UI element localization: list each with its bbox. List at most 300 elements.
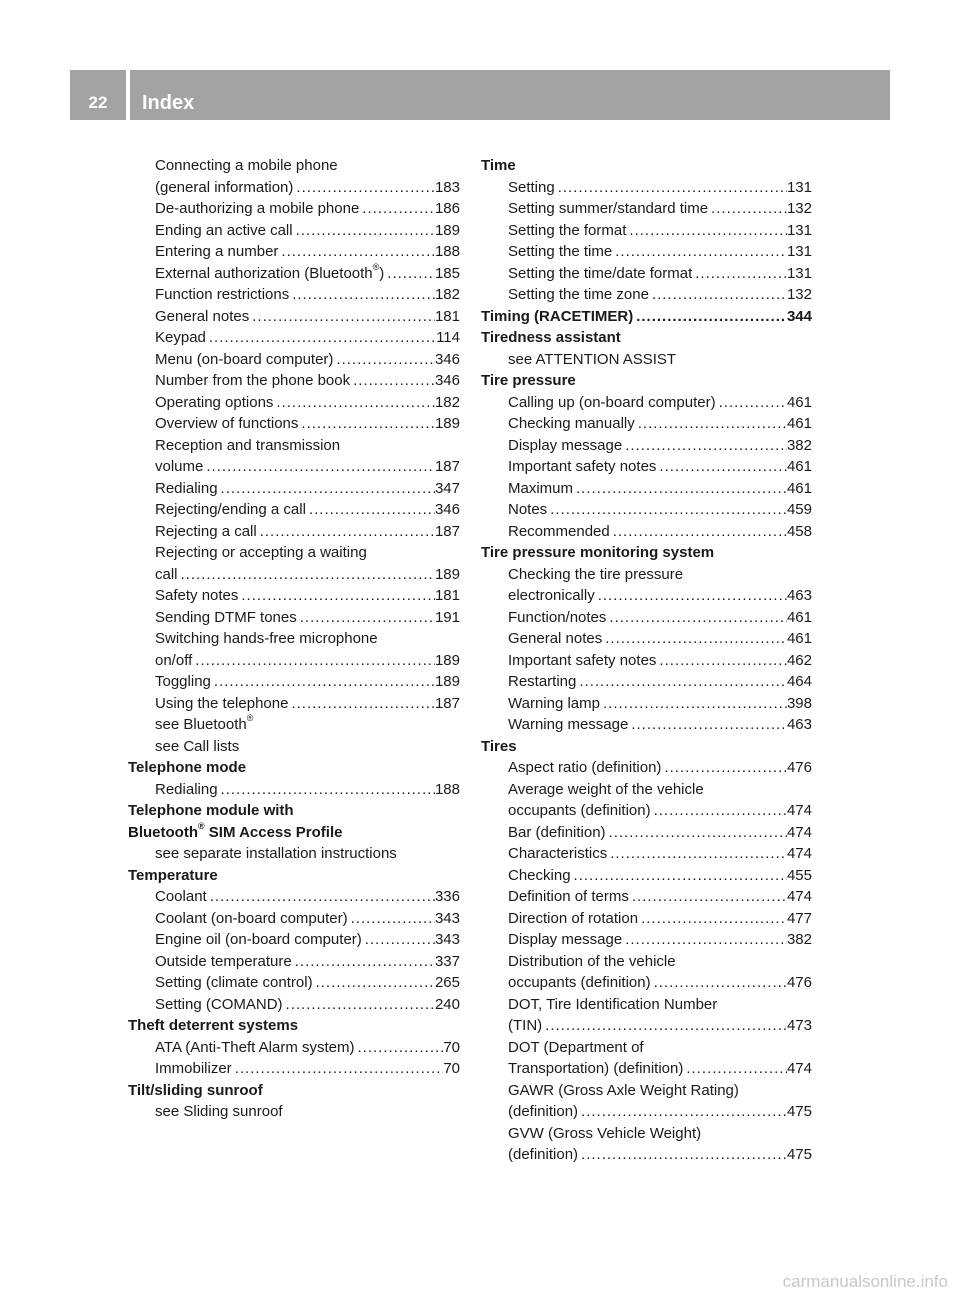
entry-label: Toggling (155, 673, 211, 690)
entry-text (508, 714, 628, 736)
entry-text (155, 284, 289, 306)
entry-label: Engine oil (on-board computer) (155, 931, 362, 948)
dot-leader (656, 650, 787, 672)
entry-label: Connecting a mobile phone (155, 157, 338, 174)
page-reference: 132 (786, 286, 812, 303)
dot-leader (313, 972, 435, 994)
entry-text (508, 628, 602, 650)
page-reference: 181 (434, 587, 460, 604)
entry-label: Restarting (508, 673, 577, 690)
index-subentry (481, 413, 812, 435)
page-reference: 189 (434, 221, 460, 239)
entry-text (155, 370, 350, 392)
entry-label: De-authorizing a mobile phone (155, 200, 360, 217)
index-subentry (481, 349, 812, 371)
entry-text (155, 564, 178, 586)
entry-text (155, 1103, 283, 1120)
entry-label: Entering a number (155, 243, 279, 260)
entry-label: Recommended (508, 522, 610, 540)
entry-text (508, 781, 704, 798)
entry-text (128, 1082, 263, 1099)
index-subentry (481, 800, 812, 822)
entry-text (508, 499, 547, 521)
index-subentry (128, 241, 460, 263)
entry-label: Tilt/sliding sunroof (128, 1081, 263, 1099)
entry-text (155, 456, 203, 478)
page-reference: 131 (786, 221, 812, 239)
index-subentry (481, 220, 812, 242)
index-subentry (128, 650, 460, 672)
entry-label: Definition of terms (508, 888, 629, 905)
index-subentry (481, 865, 812, 887)
dot-leader (348, 908, 435, 930)
index-subentry (481, 1144, 812, 1166)
dot-leader (293, 220, 435, 242)
dot-leader (622, 435, 787, 457)
entry-text (508, 996, 717, 1013)
entry-text (155, 413, 298, 435)
index-subentry (481, 693, 812, 715)
page-reference: 186 (434, 200, 460, 217)
index-heading (481, 306, 812, 328)
entry-label: Number from the phone book (155, 372, 351, 389)
index-subentry (128, 370, 460, 392)
index-subentry (128, 1101, 460, 1123)
entry-text (155, 779, 218, 801)
entry-label: Characteristics (508, 845, 608, 862)
index-subentry (481, 177, 812, 199)
page-reference: 477 (786, 909, 812, 927)
entry-text (155, 521, 257, 543)
index-subentry (481, 822, 812, 844)
index-subentry (128, 628, 460, 650)
entry-label: Overview of functions (155, 415, 299, 432)
entry-text (155, 478, 218, 500)
entry-label: Switching hands-free microphone (155, 630, 378, 647)
entry-text (508, 843, 607, 865)
entry-label-suffix: SIM Access Profile (204, 823, 343, 841)
index-column-right (481, 155, 812, 1166)
entry-label: Setting the time zone (508, 286, 649, 303)
index-subentry (481, 435, 812, 457)
entry-label: Theft deterrent systems (128, 1017, 299, 1034)
entry-text (508, 456, 656, 478)
dot-leader (333, 349, 435, 371)
entry-text (508, 1101, 578, 1123)
dot-leader (573, 478, 787, 500)
entry-text (155, 671, 211, 693)
entry-label: Aspect ratio (definition) (508, 759, 662, 776)
entry-label: Setting (COMAND) (155, 995, 283, 1013)
index-subentry (481, 564, 812, 586)
page-reference: 185 (434, 264, 460, 282)
page-reference: 131 (786, 264, 812, 282)
index-subentry (481, 929, 812, 951)
page-header (70, 70, 890, 120)
entry-label: Tire pressure (481, 372, 576, 389)
page-reference: 265 (434, 974, 460, 991)
entry-text (128, 867, 218, 884)
dot-leader (211, 671, 435, 693)
dot-leader (297, 607, 435, 629)
entry-label: Coolant (155, 888, 207, 905)
page-reference: 346 (434, 501, 460, 518)
dot-leader (633, 306, 787, 328)
entry-text (155, 306, 249, 328)
entry-label: General notes (508, 630, 603, 647)
index-subentry (481, 1058, 812, 1080)
entry-label: Checking (508, 866, 571, 884)
entry-label: Rejecting a call (155, 522, 257, 540)
entry-text (481, 329, 621, 346)
dot-leader (635, 413, 787, 435)
index-subentry (128, 220, 460, 242)
dot-leader (218, 478, 435, 500)
entry-text (481, 306, 633, 328)
index-subentry (128, 542, 460, 564)
entry-label: Coolant (on-board computer) (155, 909, 348, 927)
entry-label: ATA (Anti-Theft Alarm system) (155, 1038, 355, 1056)
page-reference: 191 (434, 608, 460, 626)
index-subentry (128, 198, 460, 220)
entry-text (155, 241, 278, 263)
page-reference: 346 (434, 372, 460, 389)
dot-leader (606, 822, 787, 844)
entry-text (508, 800, 651, 822)
page-reference: 189 (434, 415, 460, 432)
entry-text (508, 1015, 542, 1037)
entry-label: (TIN) (508, 1017, 543, 1034)
index-subentry (128, 413, 460, 435)
entry-text (155, 607, 297, 629)
entry-label: DOT, Tire Identification Number (508, 995, 718, 1013)
entry-text (155, 713, 254, 733)
entry-text (481, 544, 714, 561)
entry-text (508, 1058, 683, 1080)
entry-text (155, 972, 313, 994)
page-reference: 343 (434, 909, 460, 927)
page-reference: 189 (434, 651, 460, 669)
dot-leader (354, 1037, 443, 1059)
page-reference: 114 (436, 329, 460, 346)
page-reference: 347 (434, 479, 460, 497)
section-title: Index (142, 92, 195, 114)
dot-leader (273, 392, 435, 414)
entry-label: Display message (508, 931, 623, 948)
dot-leader (178, 564, 435, 586)
index-subentry (481, 1037, 812, 1059)
entry-label: Sending DTMF tones (155, 608, 297, 626)
dot-leader (571, 865, 787, 887)
entry-text (508, 585, 595, 607)
entry-label: Calling up (on-board computer) (508, 393, 716, 411)
entry-text (508, 886, 629, 908)
entry-label: see ATTENTION ASSIST (508, 350, 677, 368)
dot-leader (656, 456, 787, 478)
index-heading (481, 155, 812, 177)
page-reference: 187 (434, 694, 460, 712)
index-subentry (128, 585, 460, 607)
registered-mark: ® (197, 820, 205, 831)
dot-leader (607, 843, 787, 865)
index-heading (128, 1015, 460, 1037)
dot-leader (384, 263, 435, 285)
index-subentry (128, 972, 460, 994)
page-reference: 461 (786, 630, 812, 647)
entry-label: Reception and transmission (155, 436, 341, 454)
entry-text (155, 263, 384, 285)
entry-label: Rejecting or accepting a waiting (155, 544, 367, 561)
entry-text (508, 177, 555, 199)
index-subentry (128, 994, 460, 1016)
entry-label: Important safety notes (508, 651, 657, 669)
index-subentry (128, 155, 460, 177)
entry-text (155, 1037, 354, 1059)
index-subentry (481, 392, 812, 414)
entry-text (155, 650, 192, 672)
index-subentry (128, 1058, 460, 1080)
entry-label: Warning message (508, 716, 629, 733)
header-divider (126, 70, 130, 120)
page-reference: 183 (434, 178, 460, 196)
index-subentry (128, 671, 460, 693)
entry-text (508, 1144, 578, 1166)
entry-text (508, 435, 622, 457)
entry-label: occupants (definition) (508, 974, 651, 991)
dot-leader (249, 306, 435, 328)
index-subentry (128, 327, 460, 349)
index-subentry (481, 1015, 812, 1037)
page-reference: 476 (786, 974, 812, 991)
index-subentry (128, 478, 460, 500)
entry-label: Setting the format (508, 221, 627, 239)
entry-label: Setting (climate control) (155, 974, 313, 991)
dot-leader (628, 714, 787, 736)
page-reference: 473 (786, 1017, 812, 1034)
index-heading (481, 542, 812, 564)
entry-label: (definition) (508, 1146, 579, 1163)
index-subentry (481, 521, 812, 543)
entry-text (155, 157, 338, 174)
entry-text (508, 650, 656, 672)
index-subentry (481, 1080, 812, 1102)
entry-label: GVW (Gross Vehicle Weight) (508, 1124, 702, 1142)
index-subentry (481, 607, 812, 629)
entry-label: Rejecting/ending a call (155, 501, 306, 518)
entry-text (508, 566, 683, 583)
entry-text (155, 392, 273, 414)
page-reference: 343 (434, 931, 460, 948)
entry-label: Display message (508, 436, 623, 454)
watermark: carmanualsonline.info (782, 1272, 948, 1291)
entry-text (508, 607, 606, 629)
dot-leader (692, 263, 787, 285)
page-reference: 70 (443, 1038, 460, 1056)
dot-leader (612, 241, 787, 263)
entry-text (155, 951, 292, 973)
index-subentry (481, 1123, 812, 1145)
entry-label: Bar (definition) (508, 823, 606, 841)
dot-leader (683, 1058, 787, 1080)
page-reference: 131 (786, 243, 812, 260)
index-heading (128, 1080, 460, 1102)
page-reference: 475 (786, 1146, 812, 1163)
entry-label: Tire pressure monitoring system (481, 544, 715, 561)
entry-text (508, 220, 626, 242)
entry-label: call (155, 565, 178, 583)
entry-label-suffix: ) (379, 264, 385, 282)
index-subentry (481, 478, 812, 500)
entry-text (155, 1058, 232, 1080)
dot-leader (306, 499, 435, 521)
entry-label: Time (481, 157, 516, 174)
index-subentry (481, 886, 812, 908)
entry-text (155, 585, 238, 607)
index-heading (481, 327, 812, 349)
index-subentry (128, 736, 460, 758)
dot-leader (651, 972, 787, 994)
entry-text (155, 198, 359, 220)
dot-leader (651, 800, 787, 822)
dot-leader (293, 177, 435, 199)
index-subentry (128, 714, 460, 736)
registered-mark: ® (372, 261, 380, 272)
dot-leader (602, 628, 787, 650)
entry-text (508, 693, 600, 715)
page-reference: 181 (434, 307, 460, 325)
page-reference: 346 (434, 350, 460, 368)
dot-leader (292, 951, 435, 973)
entry-text (508, 478, 573, 500)
page-reference: 382 (786, 436, 812, 454)
index-subentry (128, 306, 460, 328)
page-reference: 382 (786, 931, 812, 948)
page-reference: 337 (434, 952, 460, 970)
index-subentry (481, 198, 812, 220)
entry-label: Notes (508, 501, 548, 518)
entry-text (508, 521, 610, 543)
index-subentry (128, 607, 460, 629)
entry-text (155, 544, 367, 561)
dot-leader (257, 521, 435, 543)
dot-leader (547, 499, 787, 521)
index-subentry (481, 263, 812, 285)
index-heading (128, 865, 460, 887)
entry-text (128, 1017, 298, 1034)
page-reference: 187 (434, 458, 460, 475)
entry-label: Setting the time/date format (508, 264, 693, 282)
index-subentry (128, 177, 460, 199)
entry-label: Important safety notes (508, 458, 657, 475)
page-reference: 474 (786, 823, 812, 841)
entry-label: Setting the time (508, 243, 613, 260)
dot-leader (192, 650, 435, 672)
index-column-left (128, 155, 460, 1123)
index-subentry (128, 456, 460, 478)
dot-leader (626, 220, 787, 242)
entry-text (155, 845, 397, 862)
page-reference: 458 (786, 522, 812, 540)
entry-text (508, 284, 649, 306)
entry-text (508, 392, 716, 414)
dot-leader (362, 929, 435, 951)
entry-label: Redialing (155, 780, 218, 798)
entry-text (508, 1039, 644, 1056)
entry-label: Menu (on-board computer) (155, 350, 334, 368)
entry-text (128, 802, 294, 819)
page-reference: 461 (786, 415, 812, 432)
index-heading (481, 370, 812, 392)
entry-text (128, 759, 246, 776)
dot-leader (606, 607, 787, 629)
index-subentry (481, 671, 812, 693)
entry-label: Timing (RACETIMER) (481, 307, 634, 325)
dot-leader (207, 886, 435, 908)
dot-leader (600, 693, 787, 715)
page-reference: 344 (786, 307, 812, 325)
entry-label: (general information) (155, 178, 294, 196)
entry-text (508, 822, 606, 844)
entry-label: see Call lists (155, 737, 240, 755)
page-reference: 189 (434, 565, 460, 583)
entry-label: Immobilizer (155, 1060, 232, 1077)
page-reference: 132 (786, 200, 812, 217)
index-subentry (128, 693, 460, 715)
index-subentry (128, 263, 460, 285)
dot-leader (629, 886, 787, 908)
page-reference: 182 (434, 393, 460, 411)
page-reference: 459 (786, 501, 812, 518)
dot-leader (289, 284, 435, 306)
dot-leader (649, 284, 787, 306)
entry-label: Checking manually (508, 415, 635, 432)
entry-text (508, 757, 661, 779)
dot-leader (218, 779, 435, 801)
entry-label: Warning lamp (508, 694, 600, 712)
index-subentry (128, 284, 460, 306)
entry-text (481, 738, 517, 755)
dot-leader (622, 929, 787, 951)
page-reference: 461 (786, 458, 812, 475)
entry-label: Operating options (155, 393, 274, 411)
entry-label: Tiredness assistant (481, 329, 621, 346)
page-reference: 187 (434, 522, 460, 540)
entry-label: Distribution of the vehicle (508, 952, 676, 970)
index-subentry (481, 779, 812, 801)
index-subentry (481, 456, 812, 478)
dot-leader (661, 757, 787, 779)
entry-label: Bluetooth (128, 823, 198, 841)
index-heading (128, 757, 460, 779)
entry-text (155, 177, 293, 199)
page-reference: 70 (443, 1060, 460, 1077)
entry-label: Checking the tire pressure (508, 565, 684, 583)
entry-label: Telephone mode (128, 759, 247, 776)
entry-text (508, 908, 638, 930)
index-subentry (128, 435, 460, 457)
entry-text (508, 671, 576, 693)
entry-label: Direction of rotation (508, 909, 639, 927)
index-subentry (128, 564, 460, 586)
entry-label: see Bluetooth (155, 716, 247, 733)
entry-label: DOT (Department of (508, 1038, 644, 1056)
entry-text (508, 1125, 701, 1142)
dot-leader (542, 1015, 787, 1037)
dot-leader (610, 521, 787, 543)
index-subentry (128, 349, 460, 371)
entry-text (508, 263, 692, 285)
index-subentry (481, 908, 812, 930)
